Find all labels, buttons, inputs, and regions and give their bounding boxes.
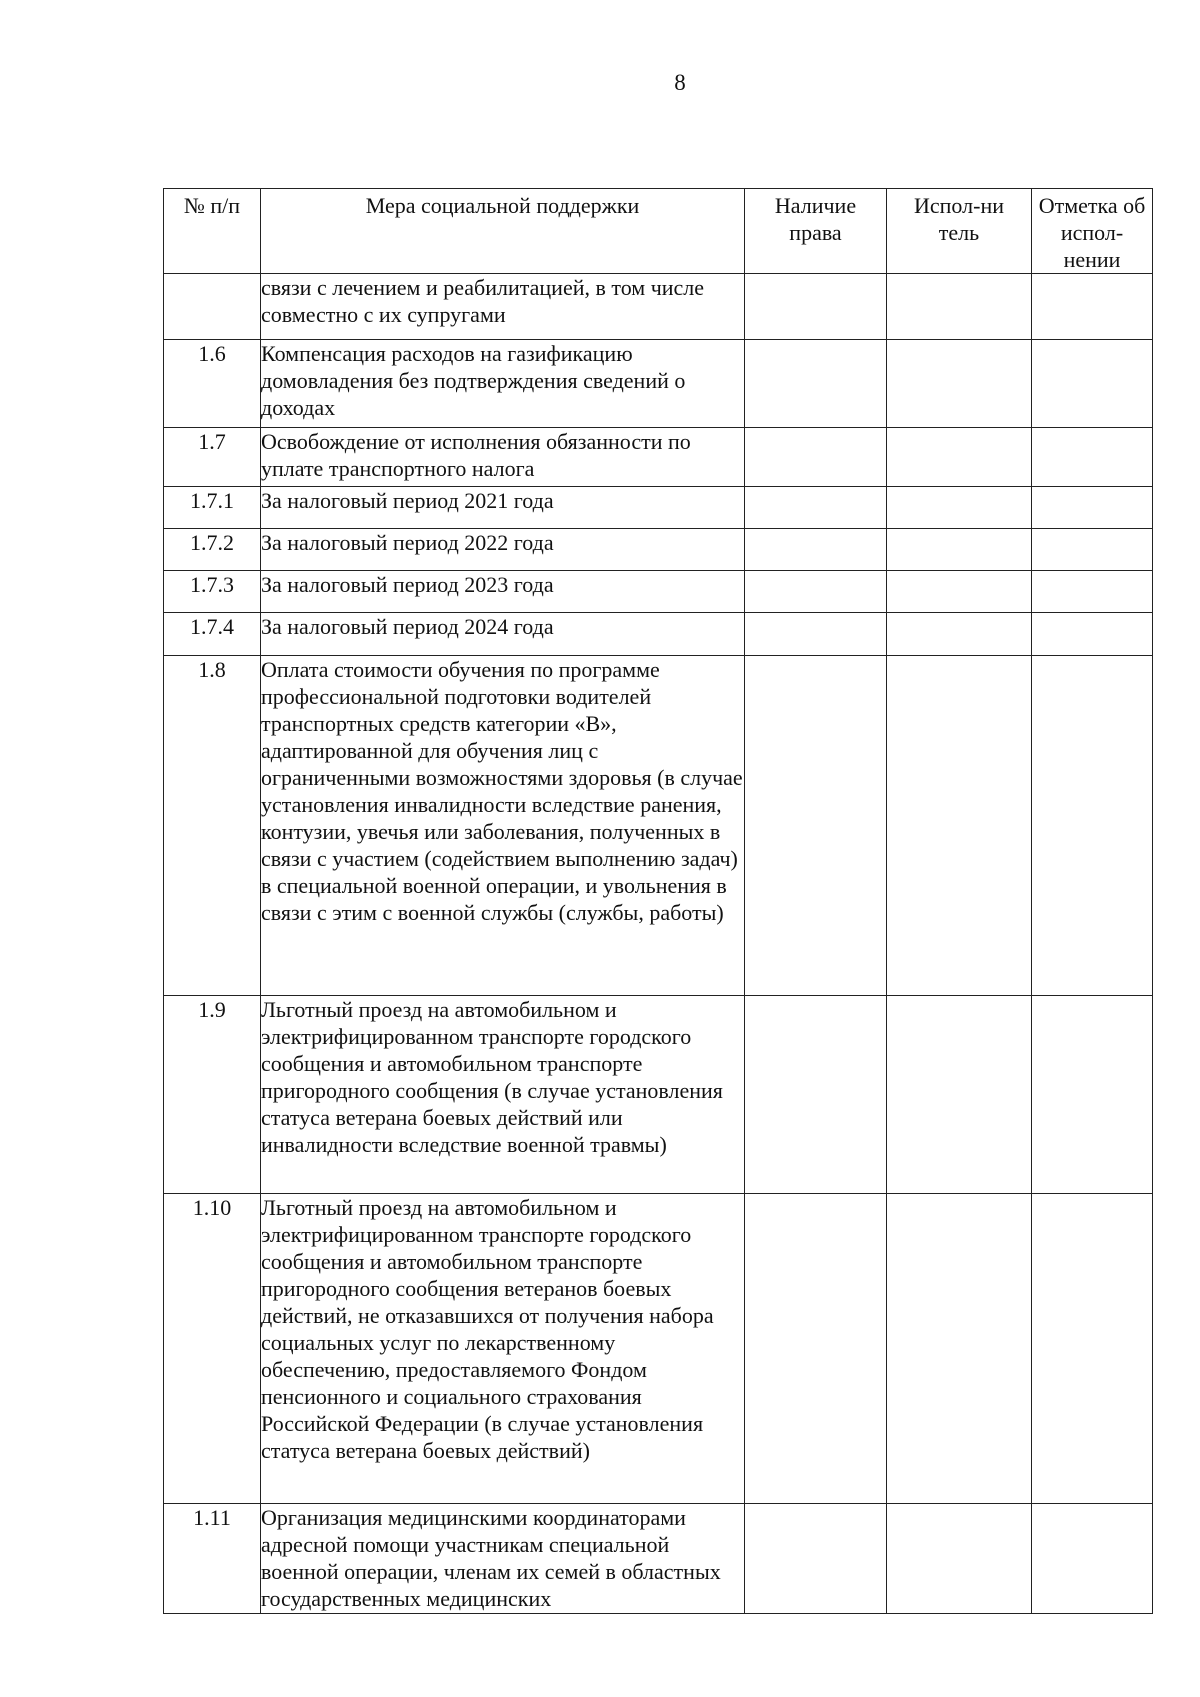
row-measure: За налоговый период 2021 года [261,487,745,529]
cell-right [745,571,887,613]
page-number [0,70,1200,96]
row-num [164,274,261,340]
row-num: 1.7.1 [164,487,261,529]
cell-executor [887,613,1032,656]
cell-right [745,487,887,529]
cell-mark [1032,996,1153,1194]
cell-executor [887,529,1032,571]
cell-mark [1032,428,1153,487]
cell-right [745,1194,887,1504]
row-measure: Льготный проезд на автомобильном и электрифицированном транспорте городского сообщения и автомобильном транспорте пригородного сообщения (в случае установления статуса ветерана боевых действий или инвалидности вследствие военной травмы) [261,996,745,1194]
cell-right [745,996,887,1194]
row-num: 1.7.4 [164,613,261,656]
row-measure: связи с лечением и реабилитацией, в том числе совместно с их супругами [261,274,745,340]
cell-mark [1032,274,1153,340]
cell-right [745,613,887,656]
row-num: 1.8 [164,656,261,996]
row-num: 1.9 [164,996,261,1194]
cell-right [745,1504,887,1614]
cell-mark [1032,529,1153,571]
row-num: 1.6 [164,340,261,428]
cell-mark [1032,487,1153,529]
row-num: 1.10 [164,1194,261,1504]
header-mark: Отметка об испол-нении [1032,189,1153,274]
row-measure: Оплата стоимости обучения по программе профессиональной подготовки водителей транспортных средств категории «В», адаптированной для обучения лиц с ограниченными возможностями здоровья (в случае установления инвалидности вследствие ранения, контузии, увечья или заболевания, полученных в связи с участием (содействием выполнению задач) в специальной военной операции, и увольнения в связи с этим с военной службы (службы, работы) [261,656,745,996]
table-row [164,487,1153,529]
row-num: 1.7.3 [164,571,261,613]
cell-mark [1032,1504,1153,1614]
cell-right [745,428,887,487]
cell-executor [887,656,1032,996]
cell-mark [1032,613,1153,656]
table-row [164,571,1153,613]
table-row [164,428,1153,487]
table-row [164,340,1153,428]
cell-mark [1032,656,1153,996]
cell-mark [1032,1194,1153,1504]
cell-mark [1032,571,1153,613]
table-row [164,274,1153,340]
header-num: № п/п [164,189,261,274]
table-header-row [164,189,1153,274]
header-right: Наличие права [745,189,887,274]
cell-executor [887,1194,1032,1504]
cell-executor [887,571,1032,613]
row-num: 1.7 [164,428,261,487]
row-measure: За налоговый период 2024 года [261,613,745,656]
cell-executor [887,274,1032,340]
cell-executor [887,487,1032,529]
row-num: 1.7.2 [164,529,261,571]
row-num: 1.11 [164,1504,261,1614]
table-row [164,613,1153,656]
row-measure: Освобождение от исполнения обязанности по уплате транспортного налога [261,428,745,487]
header-measure: Мера социальной поддержки [261,189,745,274]
header-executor: Испол-нитель [887,189,1032,274]
row-measure: Льготный проезд на автомобильном и электрифицированном транспорте городского сообщения и автомобильном транспорте пригородного сообщения ветеранов боевых действий, не отказавшихся от получения набора социальных услуг по лекарственному обеспечению, предоставляемого Фондом пенсионного и социального страхования Российской Федерации (в случае установления статуса ветерана боевых действий) [261,1194,745,1504]
row-measure: Организация медицинскими координаторами адресной помощи участникам специальной военной операции, членам их семей в областных государственных медицинских [261,1504,745,1614]
cell-right [745,340,887,428]
table-row [164,1504,1153,1614]
row-measure: За налоговый период 2023 года [261,571,745,613]
cell-right [745,274,887,340]
cell-executor [887,1504,1032,1614]
social-support-table [163,188,1153,1614]
table-row [164,656,1153,996]
page-number-text: 8 [674,70,686,95]
cell-mark [1032,340,1153,428]
row-measure: Компенсация расходов на газификацию домовладения без подтверждения сведений о доходах [261,340,745,428]
cell-right [745,529,887,571]
table-row [164,529,1153,571]
row-measure: За налоговый период 2022 года [261,529,745,571]
table-row [164,996,1153,1194]
cell-executor [887,428,1032,487]
cell-right [745,656,887,996]
cell-executor [887,340,1032,428]
cell-executor [887,996,1032,1194]
table-row [164,1194,1153,1504]
